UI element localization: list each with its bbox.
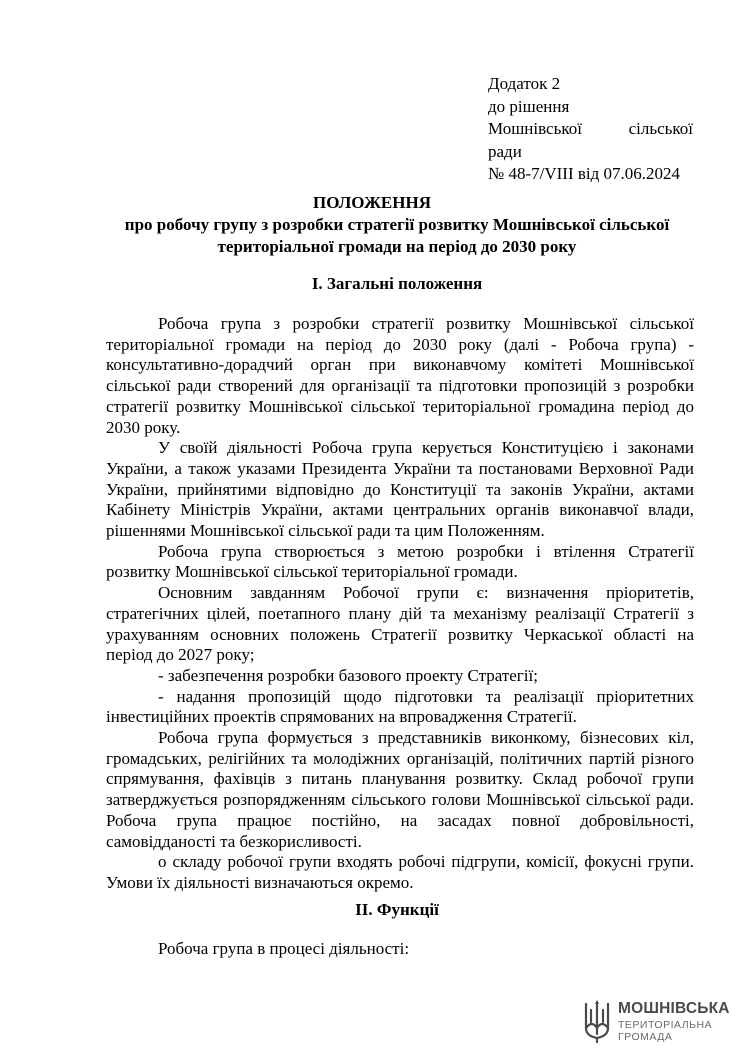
trident-icon [582,998,612,1044]
section-body [106,939,694,960]
document-title [100,192,644,214]
title-heading: ПОЛОЖЕННЯ [313,193,431,212]
paragraph: - забезпечення розробки базового проекту Стратегії; [158,665,538,685]
section-body [106,314,694,894]
paragraph: о складу робочої групи входять робочі підгрупи, комісії, фокусні групи. Умови їх діяльності визначаються окремо. [106,852,694,892]
subtitle-line: територіальної громади на період до 2030 року [217,237,577,256]
addendum-word: сільської [628,119,693,138]
addendum-block [488,73,693,186]
paragraph: Основним завданням Робочої групи є: визначення пріоритетів, стратегічних цілей, поетапного плану дій та механізму реалізації Стратегії з урахуванням основних положень Стратегії розвитку Черкаської області на період до 2027 року; [106,583,694,665]
paragraph: У своїй діяльності Робоча група керується Конституцією і законами України, а також указами Президента України та постановами Верховної Ради України, прийнятими відповідно до Конституції та законів України, актами Кабінету Міністрів України, актами центральних органів виконавчої влади, рішеннями Мошнівської сільської ради та цим Положенням. [106,438,694,541]
logo-subtitle: ТЕРИТОРІАЛЬНА [618,1019,713,1031]
document-subtitle [100,214,694,258]
community-logo [582,998,732,1046]
addendum-word: Мошнівської [488,119,582,138]
paragraph: - надання пропозицій щодо підготовки та реалізації пріоритетних інвестиційних проектів спрямованих на впровадження Стратегії. [106,686,694,727]
section-heading: II. Функції [355,900,439,919]
paragraph: Робоча група в процесі діяльності: [158,939,410,958]
subtitle-line: про робочу групу з розробки стратегії розвитку Мошнівської сільської [124,215,670,234]
paragraph: Робоча група формується з представників виконкому, бізнесових кіл, громадських, релігійних та молодіжних організацій, політичних партій різного спрямування, фахівців з питань планування розвитку. Склад робочої групи затверджується розпорядженням сільського голови Мошнівської сільської ради. Робоча група працює постійно, на засадах повної добровільності, самовідданості та безкорисливості. [106,728,694,851]
logo-name: МОШНІВСЬКА [618,1000,730,1017]
logo-subtitle: ГРОМАДА [618,1031,673,1043]
addendum-line: ради [488,141,522,161]
section-heading: I. Загальні положення [311,274,483,293]
paragraph: Робоча група створюється з метою розробки і втілення Стратегії розвитку Мошнівської сільської територіальної громади. [106,541,694,582]
addendum-line: Додаток 2 [488,74,561,93]
addendum-decision-number: № 48-7/VIII від 07.06.2024 [488,164,681,183]
addendum-line [488,118,693,141]
addendum-line: до рішення [488,96,570,116]
paragraph: Робоча група з розробки стратегії розвитку Мошнівської сільської територіальної громади на період до 2030 року (далі - Робоча група) - консультативно-дорадчий орган при виконавчому комітеті Мошнівської сільської ради створений для організації та підготовки пропозицій з розробки стратегії розвитку Мошнівської сільської територіальної громадина період до 2030 року. [106,314,694,437]
